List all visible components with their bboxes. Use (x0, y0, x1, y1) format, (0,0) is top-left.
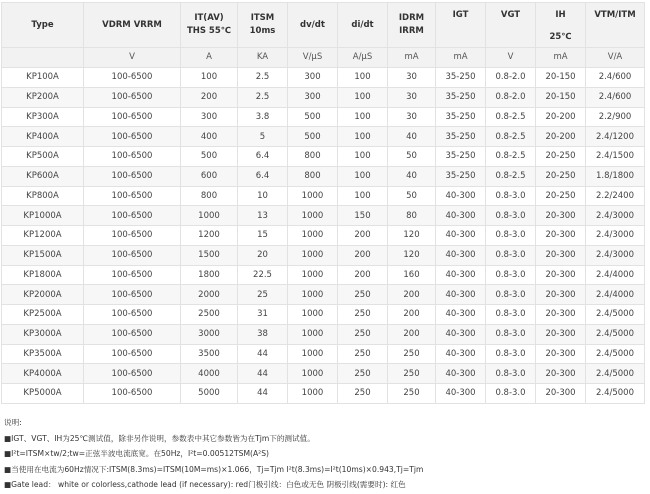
table-cell: 100-6500 (84, 147, 181, 167)
table-row (2, 384, 645, 404)
table-cell: 0.8-3.0 (486, 206, 536, 226)
note-item: ■I²t=ITSM×tw/2;tw=正弦半波电流底宽。在50Hz，I²t=0.00512TSM(A²S) (4, 449, 270, 459)
table-cell: 38 (238, 324, 288, 344)
spec-table-body (2, 68, 645, 404)
table-cell: 800 (288, 166, 338, 186)
table-cell: 40-300 (436, 206, 486, 226)
table-cell: 100-6500 (84, 265, 181, 285)
table-cell: 100 (338, 166, 388, 186)
table-cell: 0.8-2.5 (486, 127, 536, 147)
unit-cell (2, 48, 84, 68)
table-cell: 44 (238, 364, 288, 384)
table-cell: 50 (388, 186, 436, 206)
header-dvdt: dv/dt (288, 3, 338, 48)
table-row (2, 166, 645, 186)
table-cell: 200 (388, 324, 436, 344)
table-cell: 3500 (181, 344, 238, 364)
table-cell: 0.8-3.0 (486, 344, 536, 364)
table-cell: 100-6500 (84, 107, 181, 127)
table-cell: 100-6500 (84, 364, 181, 384)
table-cell: 25 (238, 285, 288, 305)
table-cell: 2.4/5000 (586, 364, 645, 384)
table-row (2, 147, 645, 167)
table-cell: 35-250 (436, 147, 486, 167)
table-cell: 20-250 (536, 186, 586, 206)
table-cell: 22.5 (238, 265, 288, 285)
table-cell: 2.4/600 (586, 87, 645, 107)
table-cell: 20-300 (536, 285, 586, 305)
notes-section (4, 415, 644, 493)
table-cell: 100 (338, 107, 388, 127)
header-type: Type (2, 3, 84, 48)
header-didt: di/dt (338, 3, 388, 48)
table-cell: 2000 (181, 285, 238, 305)
table-cell: 100-6500 (84, 285, 181, 305)
table-cell: 100-6500 (84, 344, 181, 364)
table-cell: 5 (238, 127, 288, 147)
table-cell: 2.4/4000 (586, 285, 645, 305)
unit-cell: A/μS (338, 48, 388, 68)
table-row (2, 265, 645, 285)
table-cell: 2.2/900 (586, 107, 645, 127)
table-cell: 40-300 (436, 265, 486, 285)
header-ih: IH 25℃ (536, 3, 586, 48)
table-cell: 800 (181, 186, 238, 206)
table-cell: 100-6500 (84, 226, 181, 246)
table-cell: 1000 (288, 265, 338, 285)
table-cell: 40-300 (436, 324, 486, 344)
table-row (2, 245, 645, 265)
table-row (2, 324, 645, 344)
table-cell: 35-250 (436, 87, 486, 107)
table-cell: 20-300 (536, 305, 586, 325)
table-cell: 300 (181, 107, 238, 127)
table-cell: 400 (181, 127, 238, 147)
header-igt: IGT (436, 3, 486, 48)
type-cell: KP800A (2, 186, 84, 206)
table-cell: 0.8-3.0 (486, 324, 536, 344)
table-cell: 500 (288, 107, 338, 127)
table-cell: 100-6500 (84, 206, 181, 226)
table-cell: 600 (181, 166, 238, 186)
table-cell: 2.4/4000 (586, 265, 645, 285)
table-cell: 300 (288, 87, 338, 107)
table-cell: 1000 (288, 305, 338, 325)
table-cell: 40-300 (436, 226, 486, 246)
table-cell: 500 (288, 127, 338, 147)
table-cell: 100-6500 (84, 186, 181, 206)
type-cell: KP1500A (2, 245, 84, 265)
table-cell: 40-300 (436, 285, 486, 305)
table-cell: 1000 (288, 324, 338, 344)
table-cell: 20-300 (536, 384, 586, 404)
table-cell: 0.8-3.0 (486, 186, 536, 206)
unit-cell: KA (238, 48, 288, 68)
table-cell: 1200 (181, 226, 238, 246)
table-cell: 200 (338, 245, 388, 265)
unit-cell: V/A (586, 48, 645, 68)
table-cell: 250 (338, 305, 388, 325)
header-itav: IT(AV) THS 55℃ (181, 3, 238, 48)
table-cell: 35-250 (436, 68, 486, 88)
table-cell: 40-300 (436, 186, 486, 206)
table-cell: 250 (338, 324, 388, 344)
table-cell: 2.5 (238, 87, 288, 107)
table-cell: 200 (388, 305, 436, 325)
type-cell: KP3500A (2, 344, 84, 364)
table-cell: 20-300 (536, 265, 586, 285)
type-cell: KP400A (2, 127, 84, 147)
table-cell: 2.4/5000 (586, 324, 645, 344)
table-cell: 31 (238, 305, 288, 325)
table-cell: 20-300 (536, 226, 586, 246)
table-row (2, 107, 645, 127)
table-row (2, 285, 645, 305)
table-cell: 0.8-3.0 (486, 226, 536, 246)
table-cell: 2.4/5000 (586, 305, 645, 325)
table-cell: 1000 (288, 364, 338, 384)
table-cell: 20-150 (536, 87, 586, 107)
note-item: ■IGT、VGT、IH为25℃测试值，除非另作说明，参数表中其它参数皆为在Tjm下的测试值。 (4, 433, 315, 443)
table-cell: 20-250 (536, 147, 586, 167)
table-cell: 250 (338, 285, 388, 305)
table-cell: 200 (388, 285, 436, 305)
table-cell: 6.4 (238, 166, 288, 186)
table-cell: 0.8-2.0 (486, 68, 536, 88)
table-cell: 2500 (181, 305, 238, 325)
table-cell: 20-300 (536, 245, 586, 265)
table-row (2, 127, 645, 147)
type-cell: KP100A (2, 68, 84, 88)
table-cell: 100-6500 (84, 305, 181, 325)
table-cell: 2.4/3000 (586, 206, 645, 226)
table-cell: 13 (238, 206, 288, 226)
notes-title: 说明: (4, 418, 22, 427)
table-cell: 160 (388, 265, 436, 285)
table-row (2, 305, 645, 325)
table-cell: 300 (288, 68, 338, 88)
units-row (2, 48, 645, 68)
table-row (2, 186, 645, 206)
table-row (2, 68, 645, 88)
table-cell: 1000 (288, 206, 338, 226)
table-cell: 40-300 (436, 384, 486, 404)
table-cell: 120 (388, 245, 436, 265)
type-cell: KP3000A (2, 324, 84, 344)
spec-table (1, 2, 645, 404)
table-cell: 100-6500 (84, 324, 181, 344)
table-cell: 20 (238, 245, 288, 265)
header-vgt: VGT (486, 3, 536, 48)
table-cell: 100 (338, 127, 388, 147)
table-cell: 35-250 (436, 166, 486, 186)
unit-cell: mA (388, 48, 436, 68)
header-vtm-itm: VTM/ITM (586, 3, 645, 48)
table-cell: 40-300 (436, 344, 486, 364)
table-cell: 20-300 (536, 324, 586, 344)
table-cell: 0.8-3.0 (486, 305, 536, 325)
unit-cell: mA (436, 48, 486, 68)
table-cell: 0.8-2.5 (486, 166, 536, 186)
table-cell: 40 (388, 166, 436, 186)
table-row (2, 206, 645, 226)
table-cell: 100-6500 (84, 245, 181, 265)
type-cell: KP4000A (2, 364, 84, 384)
type-cell: KP5000A (2, 384, 84, 404)
table-cell: 100 (338, 68, 388, 88)
unit-cell: V (84, 48, 181, 68)
table-cell: 100-6500 (84, 166, 181, 186)
table-cell: 20-300 (536, 344, 586, 364)
table-cell: 2.4/3000 (586, 226, 645, 246)
table-cell: 20-250 (536, 166, 586, 186)
table-cell: 100 (338, 186, 388, 206)
table-cell: 200 (338, 265, 388, 285)
table-cell: 15 (238, 226, 288, 246)
type-cell: KP600A (2, 166, 84, 186)
table-cell: 100-6500 (84, 127, 181, 147)
table-cell: 250 (338, 364, 388, 384)
table-cell: 1800 (181, 265, 238, 285)
table-cell: 0.8-3.0 (486, 285, 536, 305)
type-cell: KP2500A (2, 305, 84, 325)
table-cell: 1500 (181, 245, 238, 265)
table-cell: 35-250 (436, 127, 486, 147)
header-idrm: IDRM IRRM (388, 3, 436, 48)
table-cell: 6.4 (238, 147, 288, 167)
type-cell: KP200A (2, 87, 84, 107)
header-itsm: ITSM 10ms (238, 3, 288, 48)
table-cell: 40-300 (436, 364, 486, 384)
table-cell: 3.8 (238, 107, 288, 127)
table-cell: 2.5 (238, 68, 288, 88)
table-cell: 0.8-2.5 (486, 147, 536, 167)
table-cell: 44 (238, 384, 288, 404)
table-cell: 1000 (181, 206, 238, 226)
table-cell: 150 (338, 206, 388, 226)
table-cell: 20-300 (536, 206, 586, 226)
type-cell: KP300A (2, 107, 84, 127)
table-cell: 800 (288, 147, 338, 167)
table-cell: 44 (238, 344, 288, 364)
table-cell: 1000 (288, 226, 338, 246)
table-cell: 50 (388, 147, 436, 167)
table-cell: 100-6500 (84, 68, 181, 88)
table-cell: 5000 (181, 384, 238, 404)
table-cell: 1000 (288, 285, 338, 305)
table-cell: 35-250 (436, 107, 486, 127)
header-row (2, 3, 645, 48)
table-cell: 2.4/5000 (586, 344, 645, 364)
table-cell: 20-150 (536, 68, 586, 88)
table-cell: 100 (338, 87, 388, 107)
table-cell: 2.4/600 (586, 68, 645, 88)
table-cell: 100-6500 (84, 384, 181, 404)
table-cell: 30 (388, 87, 436, 107)
unit-cell: mA (536, 48, 586, 68)
table-cell: 20-200 (536, 127, 586, 147)
table-cell: 2.2/2400 (586, 186, 645, 206)
table-cell: 250 (338, 344, 388, 364)
table-cell: 40 (388, 127, 436, 147)
table-cell: 2.4/1200 (586, 127, 645, 147)
unit-cell: V/μS (288, 48, 338, 68)
table-cell: 250 (388, 364, 436, 384)
table-cell: 1000 (288, 245, 338, 265)
table-cell: 1000 (288, 186, 338, 206)
table-cell: 20-300 (536, 364, 586, 384)
table-cell: 20-200 (536, 107, 586, 127)
table-cell: 3000 (181, 324, 238, 344)
table-cell: 250 (388, 384, 436, 404)
table-cell: 100-6500 (84, 87, 181, 107)
note-item: ■当使用在电流为60Hz情况下:ITSM(8.3ms)=ITSM(10M=ms)×1.066，Tj=Tjm I²t(8.3ms)=I²t(10ms)×0.943,Tj=Tjm (4, 464, 424, 474)
table-cell: 10 (238, 186, 288, 206)
unit-cell: A (181, 48, 238, 68)
type-cell: KP2000A (2, 285, 84, 305)
unit-cell: V (486, 48, 536, 68)
type-cell: KP1200A (2, 226, 84, 246)
table-cell: 40-300 (436, 245, 486, 265)
table-cell: 1.8/1800 (586, 166, 645, 186)
table-cell: 0.8-3.0 (486, 384, 536, 404)
table-cell: 100 (181, 68, 238, 88)
table-cell: 0.8-2.5 (486, 107, 536, 127)
table-cell: 0.8-3.0 (486, 364, 536, 384)
table-cell: 4000 (181, 364, 238, 384)
table-cell: 250 (388, 344, 436, 364)
header-vdrm: VDRM VRRM (84, 3, 181, 48)
table-cell: 30 (388, 107, 436, 127)
type-cell: KP1800A (2, 265, 84, 285)
table-cell: 0.8-2.0 (486, 87, 536, 107)
table-cell: 0.8-3.0 (486, 265, 536, 285)
table-cell: 0.8-3.0 (486, 245, 536, 265)
table-row (2, 344, 645, 364)
note-item: ■Gate lead： white or colorless,cathode lead (if necessary): red门极引线：白色或无色 阴极引线(需要时): 红色 (4, 480, 406, 490)
type-cell: KP500A (2, 147, 84, 167)
table-cell: 40-300 (436, 305, 486, 325)
table-cell: 2.4/1500 (586, 147, 645, 167)
table-cell: 100 (338, 147, 388, 167)
table-cell: 30 (388, 68, 436, 88)
table-row (2, 226, 645, 246)
table-cell: 1000 (288, 384, 338, 404)
table-cell: 80 (388, 206, 436, 226)
table-cell: 1000 (288, 344, 338, 364)
table-row (2, 364, 645, 384)
type-cell: KP1000A (2, 206, 84, 226)
table-cell: 500 (181, 147, 238, 167)
table-cell: 200 (338, 226, 388, 246)
table-cell: 200 (181, 87, 238, 107)
table-cell: 250 (338, 384, 388, 404)
table-cell: 2.4/3000 (586, 245, 645, 265)
table-cell: 120 (388, 226, 436, 246)
table-cell: 2.4/5000 (586, 384, 645, 404)
table-row (2, 87, 645, 107)
